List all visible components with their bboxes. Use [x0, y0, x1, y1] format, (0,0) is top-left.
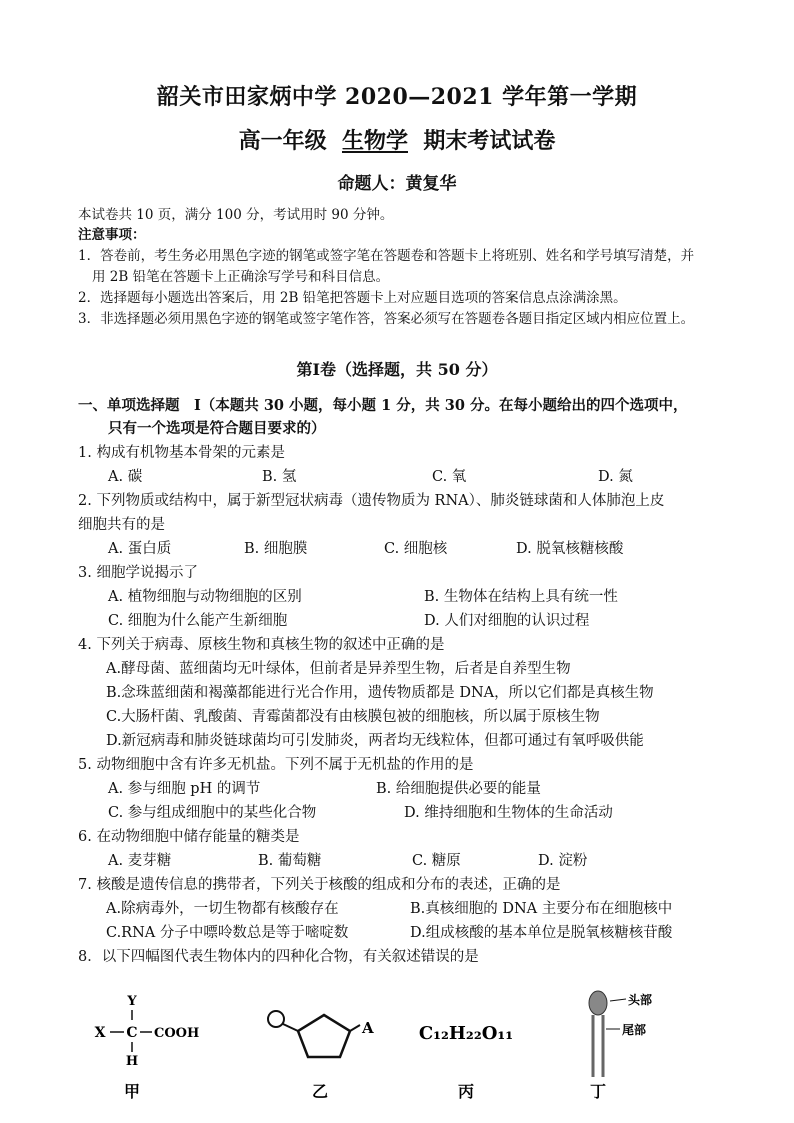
- option-b: B. 葡萄糖: [258, 853, 322, 869]
- author-line: 命题人：黄复华: [337, 174, 457, 194]
- amino-cooh-label: COOH: [154, 1026, 200, 1041]
- option-a: A.酵母菌、蓝细菌均无叶绿体，但前者是异养型生物，后者是自养型生物: [106, 661, 571, 677]
- option-d: D.新冠病毒和肺炎链球菌均可引发肺炎，两者均无线粒体，但都可通过有氧呼吸供能: [106, 733, 644, 749]
- phospholipid-structure: [589, 991, 652, 1101]
- option-a: A. 参与细胞 pH 的调节: [108, 781, 261, 797]
- option-b: B. 给细胞提供必要的能量: [376, 781, 541, 797]
- exam-title: 韶关市田家炳中学 2020—2021 学年第一学期: [156, 84, 638, 110]
- question-stem: 6. 在动物细胞中储存能量的糖类是: [78, 829, 300, 845]
- amino-h-label: H: [125, 1054, 139, 1069]
- question-stem: 4. 下列关于病毒、原核生物和真核生物的叙述中正确的是: [78, 637, 445, 653]
- notice-item: 2．选择题每小题选出答案后，用 2B 铅笔把答题卡上对应题目选项的答案信息点涂满涂黑。: [78, 290, 627, 306]
- notice-item: 用 2B 铅笔在答题卡上正确涂写学号和科目信息。: [92, 269, 390, 285]
- caption-jia: 甲: [123, 1082, 141, 1101]
- option-b: B. 生物体在结构上具有统一性: [424, 589, 618, 605]
- question-stem: 7. 核酸是遗传信息的携带者，下列关于核酸的组成和分布的表述，正确的是: [78, 877, 561, 893]
- option-a: A.除病毒外，一切生物都有核酸存在: [106, 901, 339, 917]
- caption-bing: 丙: [457, 1082, 475, 1101]
- head-label: 头部: [628, 993, 653, 1007]
- option-c: C. 糖原: [412, 853, 461, 869]
- notice-item: 1．答卷前，考生务必用黑色字迹的钢笔或签字笔在答题卷和答题卡上将班别、姓名和学号填写清楚，并: [78, 248, 695, 264]
- compounds-figure: [80, 985, 720, 1115]
- option-d: D.组成核酸的基本单位是脱氧核糖核苷酸: [410, 925, 673, 941]
- question-stem: 3. 细胞学说揭示了: [78, 565, 198, 581]
- amino-c-label: C: [126, 1025, 138, 1041]
- option-b: B.念珠蓝细菌和褐藻都能进行光合作用，遗传物质都是 DNA，所以它们都是真核生物: [106, 685, 654, 701]
- question-stem: 8．以下四幅图代表生物体内的四种化合物，有关叙述错误的是: [78, 949, 479, 965]
- option-c: C.RNA 分子中嘌呤数总是等于嘧啶数: [106, 925, 349, 941]
- exam-type-label: 期末考试试卷: [423, 128, 556, 154]
- notice-item: 3．非选择题必须用黑色字迹的钢笔或签字笔作答，答案必须写在答题卷各题目指定区域内相应位置上。: [78, 311, 695, 327]
- question-stem: 2. 下列物质或结构中，属于新型冠状病毒（遗传物质为 RNA）、肺炎链球菌和人体肺泡上皮: [78, 493, 665, 509]
- option-d: D. 氮: [598, 469, 633, 485]
- nucleotide-ring-structure: [268, 1011, 374, 1101]
- option-b: B.真核细胞的 DNA 主要分布在细胞核中: [410, 901, 673, 917]
- option-c: C. 细胞为什么能产生新细胞: [108, 613, 288, 629]
- notice-heading: 注意事项：: [78, 227, 146, 243]
- option-d: D. 人们对细胞的认识过程: [424, 613, 590, 629]
- part-heading: 一、单项选择题 Ⅰ（本题共 30 小题，每小题 1 分，共 30 分。在每小题给出的四个选项中，: [78, 397, 688, 414]
- question-stem: 1. 构成有机物基本骨架的元素是: [78, 445, 285, 461]
- option-a: A. 蛋白质: [108, 541, 172, 557]
- ring-a-label: A: [362, 1019, 374, 1037]
- exam-subtitle: [0, 124, 794, 155]
- option-c: C.大肠杆菌、乳酸菌、青霉菌都没有由核膜包被的细胞核，所以属于原核生物: [106, 709, 600, 725]
- amino-acid-structure: [95, 994, 200, 1101]
- amino-x-label: X: [94, 1025, 106, 1041]
- grade-label: 高一年级: [238, 128, 327, 154]
- formula-label: C₁₂H₂₂O₁₁: [418, 1023, 514, 1044]
- option-c: C. 参与组成细胞中的某些化合物: [108, 805, 317, 821]
- section-title: 第Ⅰ卷（选择题，共 50 分）: [296, 360, 498, 379]
- option-c: C. 氧: [432, 469, 467, 485]
- tail-label: 尾部: [622, 1023, 647, 1037]
- notice-intro: 本试卷共 10 页，满分 100 分，考试用时 90 分钟。: [78, 207, 394, 223]
- option-a: A. 碳: [108, 469, 143, 485]
- part-heading-cont: 只有一个选项是符合题目要求的）: [108, 420, 326, 437]
- option-b: B. 细胞膜: [244, 541, 308, 557]
- option-b: B. 氢: [262, 469, 297, 485]
- option-a: A. 麦芽糖: [108, 853, 172, 869]
- caption-ding: 丁: [589, 1082, 607, 1101]
- amino-y-label: Y: [127, 994, 137, 1009]
- option-c: C. 细胞核: [384, 541, 448, 557]
- sugar-formula: [419, 1023, 513, 1101]
- subject-label: 生物学: [341, 128, 408, 154]
- option-d: D. 脱氧核糖核酸: [516, 541, 624, 557]
- question-stem: 5. 动物细胞中含有许多无机盐。下列不属于无机盐的作用的是: [78, 757, 474, 773]
- option-d: D. 维持细胞和生物体的生命活动: [404, 805, 613, 821]
- question-stem-cont: 细胞共有的是: [78, 517, 165, 533]
- option-a: A. 植物细胞与动物细胞的区别: [108, 589, 302, 605]
- caption-yi: 乙: [311, 1082, 329, 1101]
- option-d: D. 淀粉: [538, 853, 588, 869]
